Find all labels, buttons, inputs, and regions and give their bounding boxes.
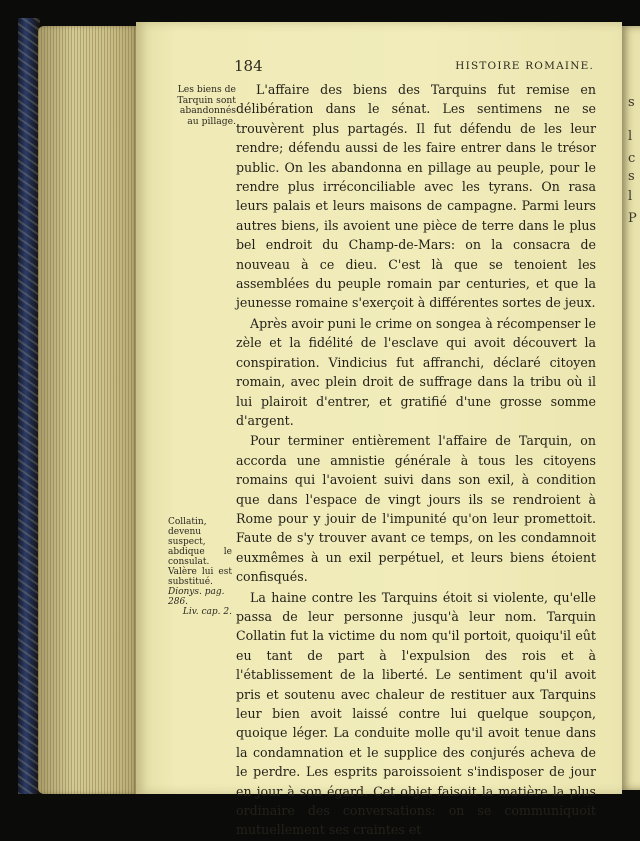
paragraph: Après avoir puni le crime on songea à récompenser le zèle et la fidélité de l'esclave qui avoit découvert la conspiration. Vindicius fut affranchi, déclaré citoyen romain, avec plein droit de suffrage dans la tribu où il lui plairoit d'entrer, et gratifié d'une grosse somme d'argent. xyxy=(236,315,596,428)
paragraph: Pour terminer entièrement l'affaire de Tarquin, on accorda une amnistie générale à tous les citoyens romains qui l'avoient suivi dans son exil, à condition que dans l'espace de vingt jours ils se rendroient à Rome pour y jouir de l'impunité qu'on leur promettoit. Faute de s'y trouver avant ce temps, on les condamnoit euxmêmes à un exil perpétuel, et leurs biens étoient confisqués. xyxy=(236,433,596,585)
page-header xyxy=(234,57,596,76)
margin-note-reference: Liv. cap. 2. xyxy=(182,607,232,617)
next-page-edge xyxy=(622,26,640,790)
next-page-letter: s xyxy=(628,95,635,110)
margin-note-pillage: Les biens de Tarquin sont abandonnés au pillage. xyxy=(177,84,236,127)
margin-note-collatin xyxy=(168,517,232,617)
margin-note-reference: Dionys. pag. 286. xyxy=(168,587,225,607)
margin-note-text: Collatin, devenu suspect, abdique le consulat. Valère lui est substitué. xyxy=(168,517,232,587)
page-number: 184 xyxy=(234,57,263,75)
book-binding xyxy=(18,18,40,794)
body-text xyxy=(236,80,596,841)
next-page-letter: l xyxy=(628,129,633,144)
next-page-letter: s xyxy=(628,169,635,184)
next-page-letter: c xyxy=(628,151,636,166)
running-title: HISTOIRE ROMAINE. xyxy=(455,60,594,72)
page-edges xyxy=(38,26,138,794)
paragraph: La haine contre les Tarquins étoit si violente, qu'elle passa de leur personne jusqu'à leur nom. Tarquin Collatin fut la victime du nom qu'il portoit, quoiqu'il eût eu tant de part à l'expulsion des rois et à l'établissement de la liberté. Le sentiment qu'il avoit pris et soutenu avec chaleur de restituer aux Tarquins leur bien avoit laissé contre lui quelque soupçon, quoique léger. La conduite molle qu'il avoit tenue dans la condamnation et le supplice des conjurés acheva de le perdre. Les esprits paroissoient s'indisposer de jour en jour à son égard. Cet objet faisoit la matière la plus ordinaire des conversations: on se communiquoit mutuellement ses craintes et xyxy=(236,589,596,838)
paragraph: L'affaire des biens des Tarquins fut remise en délibération dans le sénat. Les sentimens ne se trouvèrent plus partagés. Il fut défendu de les leur rendre; défendu aussi de les faire entrer dans le trésor public. On les abandonna en pillage au peuple, pour le rendre plus irréconciliable avec les tyrans. On rasa leurs palais et leurs maisons de campagne. Parmi leurs autres biens, ils avoient une pièce de terre dans le plus bel endroit du Champ-de-Mars: on la consacra de nouveau à ce dieu. C'est là que se tenoient les assemblées du peuple romain par centuries, et que la jeunesse romaine s'exerçoit à différentes sortes de jeux. xyxy=(236,82,596,311)
next-page-letter: l xyxy=(628,189,633,204)
next-page-letter: P xyxy=(628,211,637,226)
